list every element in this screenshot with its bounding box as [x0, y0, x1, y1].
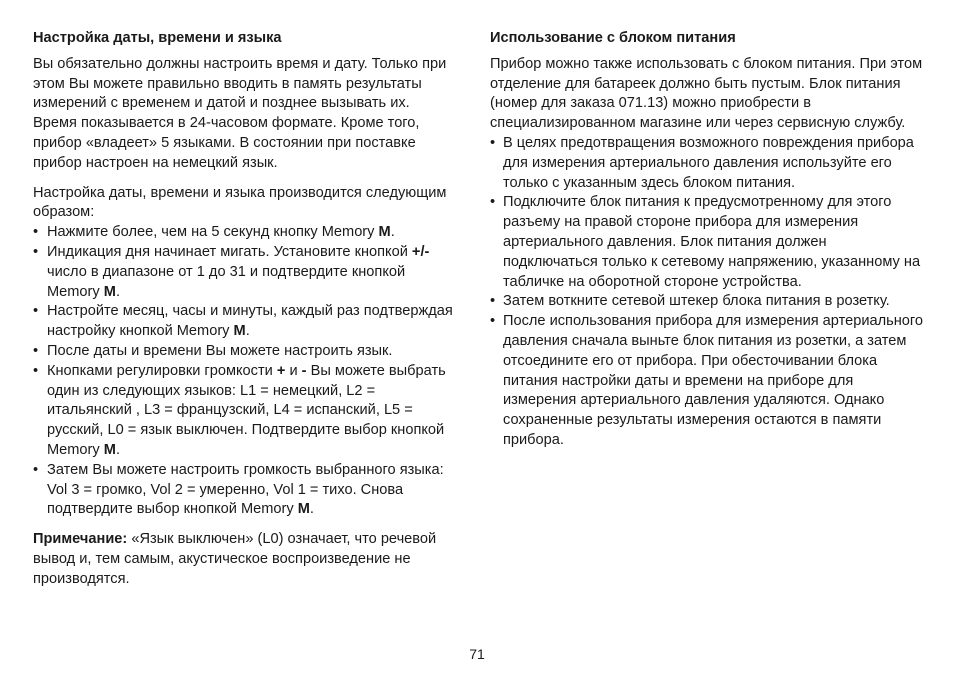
bullet-glyph: • [33, 303, 39, 320]
right-column [490, 29, 925, 451]
list-item: • Индикация дня начинает мигать. Установите кнопкой +/- число в диапазоне от 1 до 31 и подтвердите кнопкой Memory M. [33, 243, 430, 300]
power-supply-list [490, 134, 925, 451]
memory-key-label: M [233, 323, 246, 340]
paragraph-intro: Вы обязательно должны настроить время и дату. Только при этом Вы можете правильно вводить в память результаты измерений с временем и датой и позднее вызывать их. [33, 55, 447, 112]
note-label: Примечание: [33, 531, 128, 548]
bullet-glyph: • [490, 134, 496, 151]
memory-key-label: M [297, 501, 310, 518]
settings-steps-list [33, 223, 461, 520]
list-item: • После даты и времени Вы можете настроить язык. [33, 342, 461, 362]
memory-key-label: M [103, 283, 116, 300]
note-text: «Язык выключен» (L0) означает, что речевой вывод и, тем самым, акустическое воспроизведение не производятся. [33, 531, 437, 587]
plus-key-label: + [276, 362, 286, 379]
section-heading-settings: Настройка даты, времени и языка [33, 30, 282, 46]
paragraph-procedure: Настройка даты, времени и языка производится следующим образом: [33, 184, 447, 221]
bullet-glyph: • [33, 461, 39, 478]
minus-key-label: - [301, 362, 307, 379]
bullet-glyph: • [490, 194, 496, 211]
list-item: • Затем воткните сетевой штекер блока питания в розетку. [490, 292, 925, 312]
list-item: • Затем Вы можете настроить громкость выбранного языка: Vol 3 = громко, Vol 2 = умеренно, Vol 1 = тихо. Снова подтвердите выбор кнопкой Memory M. [33, 461, 444, 518]
memory-key-label: M [378, 224, 391, 241]
note-paragraph [33, 530, 461, 589]
list-item: • Нажмите более, чем на 5 секунд кнопку Memory M. [33, 223, 461, 243]
bullet-glyph: • [490, 293, 496, 310]
section-heading-power-supply: Использование с блоком питания [490, 30, 736, 46]
memory-key-label: M [103, 441, 116, 458]
bullet-glyph: • [33, 243, 39, 260]
bullet-glyph: • [33, 224, 39, 241]
bullet-glyph: • [490, 313, 496, 330]
list-item: • После использования прибора для измерения артериального давления сначала выньте блок питания из розетки, а затем отсоедините его от прибора. При обесточивании блока питания настройки даты и времени на приборе для измерения артериального давления удаляются. Однако сохраненные результаты измерения остаются в памяти прибора. [490, 313, 924, 448]
page-number: 71 [469, 646, 485, 662]
paragraph-time-format: Время показывается в 24-часовом формате. Кроме того, прибор «владеет» 5 языками. В состоянии при поставке прибор настроен на немецкий язык. [33, 115, 420, 171]
bullet-glyph: • [33, 362, 39, 379]
list-item: • Настройте месяц, часы и минуты, каждый раз подтверждая настройку кнопкой Memory M. [33, 303, 453, 340]
bullet-glyph: • [33, 342, 39, 359]
list-item: • В целях предотвращения возможного повреждения прибора для измерения артериального давления используйте его только с указанным здесь блоком питания. [490, 134, 914, 191]
list-item: • Подключите блок питания к предусмотренному для этого разъему на правой стороне прибора для измерения артериального давления. Блок питания должен подключаться только к сетевому напряжению, указанному на табличке на оборотной стороне устройства. [490, 194, 921, 290]
left-column [33, 29, 461, 590]
list-item: • Кнопками регулировки громкости + и - Вы можете выбрать один из следующих языков: L1 = немецкий, L2 = итальянский , L3 = французский, L4 = испанский, L5 = русский, L0 = язык выключен. Подтвердите выбор кнопкой Memory M. [33, 362, 446, 458]
plus-minus-key-label: +/- [411, 243, 430, 260]
paragraph-power-intro: Прибор можно также использовать с блоком питания. При этом отделение для батареек должно быть пустым. Блок питания (номер для заказа 071.13) можно приобрести в специализированном магазине или через сервисную службу. [490, 55, 923, 132]
